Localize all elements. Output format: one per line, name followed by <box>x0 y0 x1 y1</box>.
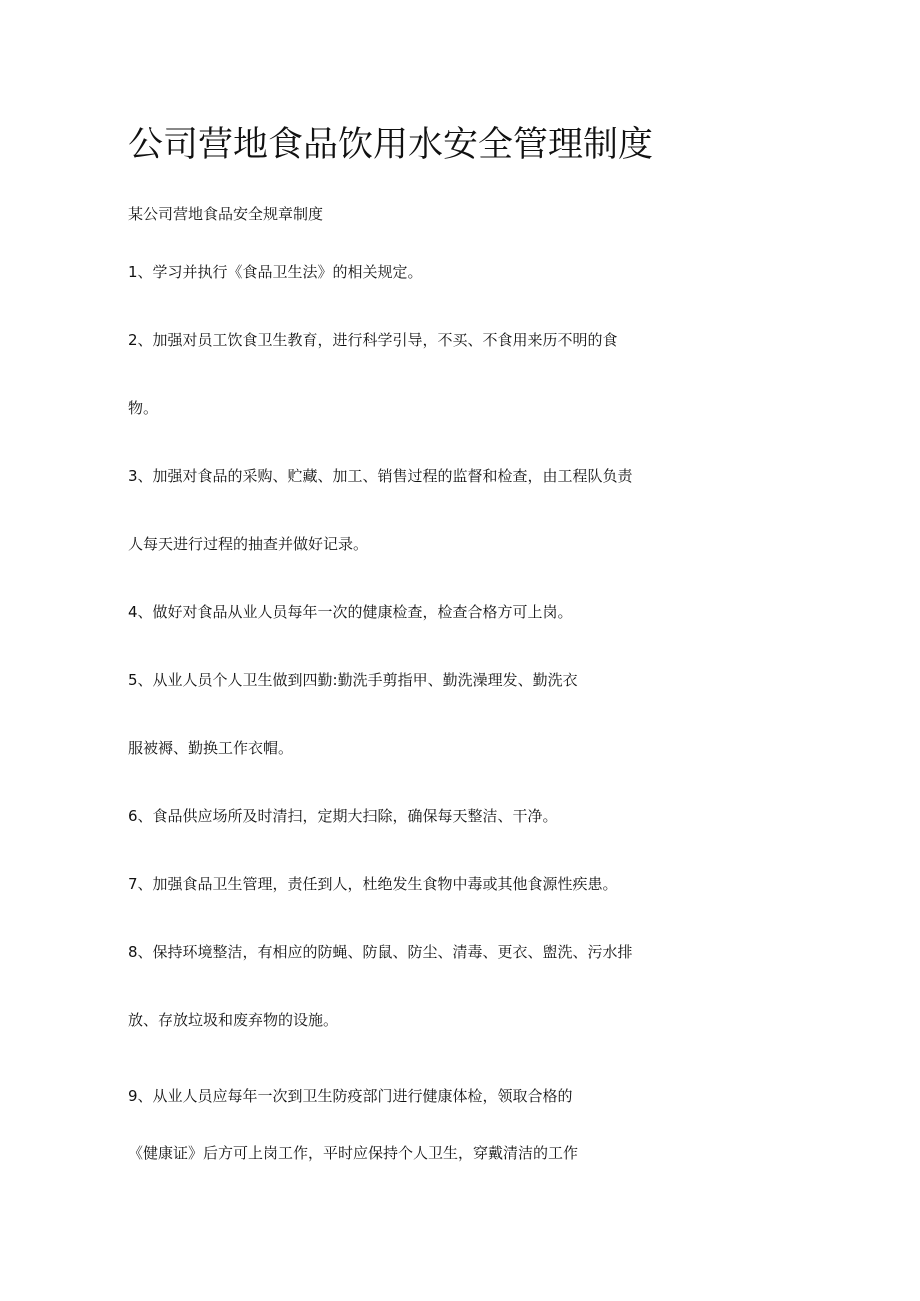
paragraph-line-12: 放、存放垃圾和废弃物的设施。 <box>128 1011 339 1029</box>
paragraph-line-13: 9、从业人员应每年一次到卫生防疫部门进行健康体检，领取合格的 <box>128 1087 573 1105</box>
paragraph-line-1: 1、学习并执行《食品卫生法》的相关规定。 <box>128 263 423 281</box>
paragraph-line-11: 8、保持环境整洁，有相应的防蝇、防鼠、防尘、清毒、更衣、盥洗、污水排 <box>128 943 633 961</box>
paragraph-line-9: 6、食品供应场所及时清扫，定期大扫除，确保每天整洁、干净。 <box>128 807 558 825</box>
paragraph-line-3: 物。 <box>128 399 159 417</box>
document-subtitle: 某公司营地食品安全规章制度 <box>128 205 324 223</box>
paragraph-line-5: 人每天进行过程的抽查并做好记录。 <box>128 535 369 553</box>
paragraph-line-7: 5、从业人员个人卫生做到四勤:勤洗手剪指甲、勤洗澡理发、勤洗衣 <box>128 671 578 689</box>
paragraph-line-8: 服被褥、勤换工作衣帽。 <box>128 739 294 757</box>
document-title: 公司营地食品饮用水安全管理制度 <box>128 125 654 165</box>
paragraph-line-6: 4、做好对食品从业人员每年一次的健康检查，检查合格方可上岗。 <box>128 603 573 621</box>
paragraph-line-4: 3、加强对食品的采购、贮藏、加工、销售过程的监督和检查，由工程队负责 <box>128 467 633 485</box>
paragraph-line-10: 7、加强食品卫生管理，责任到人，杜绝发生食物中毒或其他食源性疾患。 <box>128 875 618 893</box>
paragraph-line-14: 《健康证》后方可上岗工作，平时应保持个人卫生，穿戴清洁的工作 <box>128 1144 579 1162</box>
paragraph-line-2: 2、加强对员工饮食卫生教育，进行科学引导，不买、不食用来历不明的食 <box>128 331 618 349</box>
